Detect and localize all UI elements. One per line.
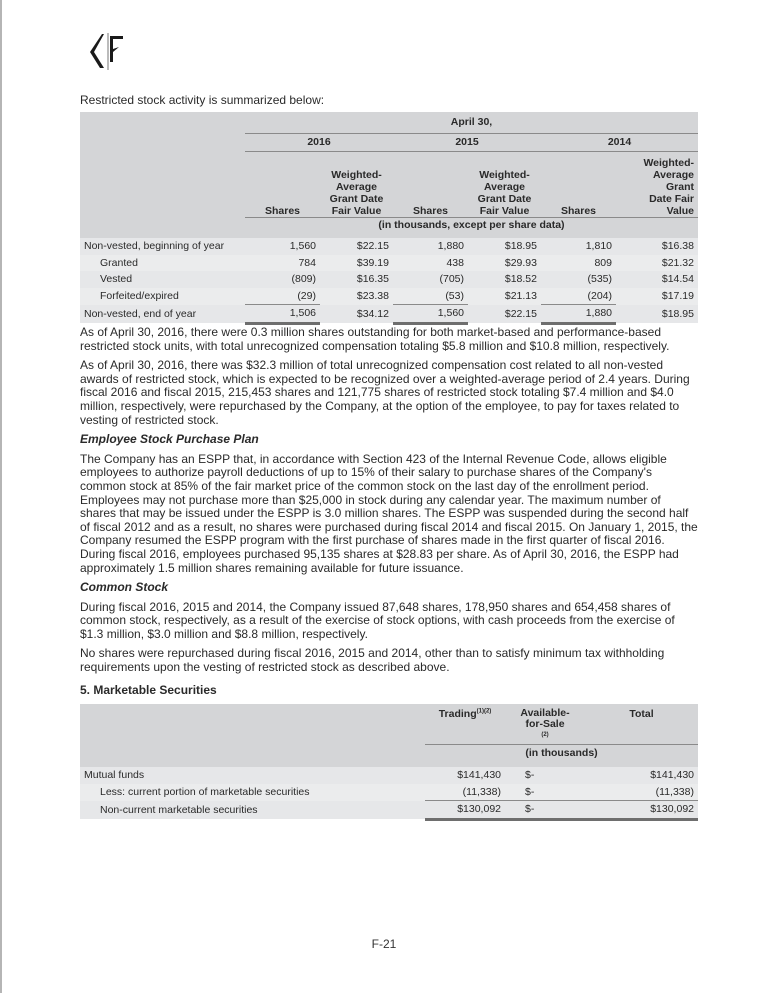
table-row: Less: current portion of marketable securities (11,338) $- (11,338) <box>80 784 698 801</box>
col-header-shares-2016: Shares <box>245 151 320 217</box>
year-header-2014: 2014 <box>541 133 698 151</box>
col-header-trading: Trading$^{(1)(2)}$ <box>425 704 505 744</box>
super-header: April 30, <box>245 112 698 133</box>
col-header-total: Total <box>585 704 698 744</box>
paragraph-espp: The Company has an ESPP that, in accordance with Section 423 of the Internal Revenue Code, allows eligible employees to authorize payroll deductions of up to 15% of their salary to purchase shares of the Company's common stock at 85% of the fair market price of the common stock on the last day of the enrollment period. Employees may not purchase more than $25,000 in stock during any calendar year. The maximum number of shares that may be issued under the ESPP is 3.0 million shares. The ESPP was suspended during the second half of fiscal 2012 and as a result, no shares were purchased during fiscal 2014 and fiscal 2015. On January 1, 2015, the Company resumed the ESPP program with the first purchase of shares made in the first quarter of fiscal 2016. During fiscal 2016, employees purchased 95,135 shares at $28.83 per share. As of April 30, 2016, the ESPP had approximately 1.5 million shares remaining available for future issuance. <box>80 451 698 575</box>
kf-logo-icon <box>88 30 126 70</box>
col-header-wagdfv-2016: Weighted- Average Grant Date Fair Value <box>320 151 393 217</box>
table-row: Mutual funds $141,430 $- $141,430 <box>80 767 698 784</box>
page-number: F-21 <box>371 937 397 951</box>
paragraph-rsu: As of April 30, 2016, there were 0.3 million shares outstanding for both market-based and performance-based restricted stock units, with total unrecognized compensation totaling $5.8 million and $10.8 million, respectively. <box>80 325 670 353</box>
units-note: (in thousands, except per share data) <box>378 219 565 232</box>
table-row: Granted 784 $39.19 438 $29.93 809 $21.32 <box>80 255 698 272</box>
espp-heading: Employee Stock Purchase Plan <box>80 432 259 447</box>
paragraph-common-stock: During fiscal 2016, 2015 and 2014, the Company issued 87,648 shares, 178,950 shares and 654,458 shares of common stock, respectively, as a result of the exercise of stock options, with cash proceeds from the exercise of $1.3 million, $3.0 million and $8.8 million, respectively. <box>80 599 675 641</box>
paragraph-unrecognized-comp: As of April 30, 2016, there was $32.3 million of total unrecognized compensation cost related to all non-vested awards of restricted stock, which is expected to be recognized over a weighted-average period of 2.4 years. During fiscal 2016 and fiscal 2015, 215,453 shares and 121,775 shares of restricted stock totaling $7.4 million and $4.0 million, respectively, were repurchased by the Company, at the option of the employee, to pay for taxes related to vesting of restricted stock. <box>80 358 690 427</box>
year-header-2015: 2015 <box>393 133 541 151</box>
col-header-available-for-sale: Available- for-Sale (2) <box>505 704 585 744</box>
table-row: Non-vested, end of year 1,506 $34.12 1,560 $22.15 1,880 $18.95 <box>80 305 698 324</box>
paragraph-no-repurchase: No shares were repurchased during fiscal 2016, 2015 and 2014, other than to satisfy minimum tax withholding requirements upon the vesting of restricted stock as described above. <box>80 646 665 675</box>
common-stock-heading: Common Stock <box>80 580 169 595</box>
marketable-securities-table <box>80 704 698 821</box>
text-body <box>80 326 698 717</box>
table-row: Forfeited/expired (29) $23.38 (53) $21.13 (204) $17.19 <box>80 288 698 305</box>
col-header-wagdfv-2015: Weighted- Average Grant Date Fair Value <box>468 151 541 217</box>
table-row: Vested (809) $16.35 (705) $18.52 (535) $14.54 <box>80 271 698 288</box>
col-header-shares-2014: Shares <box>541 151 616 217</box>
col-header-shares-2015: Shares <box>393 151 468 217</box>
section-heading-marketable-securities: 5. Marketable Securities <box>80 682 217 697</box>
marketable-securities-intro: As of April 30, 2016, marketable securities consisted of the following: <box>80 702 445 717</box>
units-note: (in thousands) <box>525 747 598 760</box>
restricted-stock-table <box>80 112 698 325</box>
year-header-2016: 2016 <box>245 133 393 151</box>
page-edge <box>0 0 2 993</box>
table-row: Non-vested, beginning of year 1,560 $22.15 1,880 $18.95 1,810 $16.38 <box>80 238 698 255</box>
col-header-wagdfv-2014: Weighted- Average Grant Date Fair Value <box>616 151 698 217</box>
table-row: Non-current marketable securities $130,092 $- $130,092 <box>80 801 698 820</box>
intro-text: Restricted stock activity is summarized below: <box>80 93 325 107</box>
